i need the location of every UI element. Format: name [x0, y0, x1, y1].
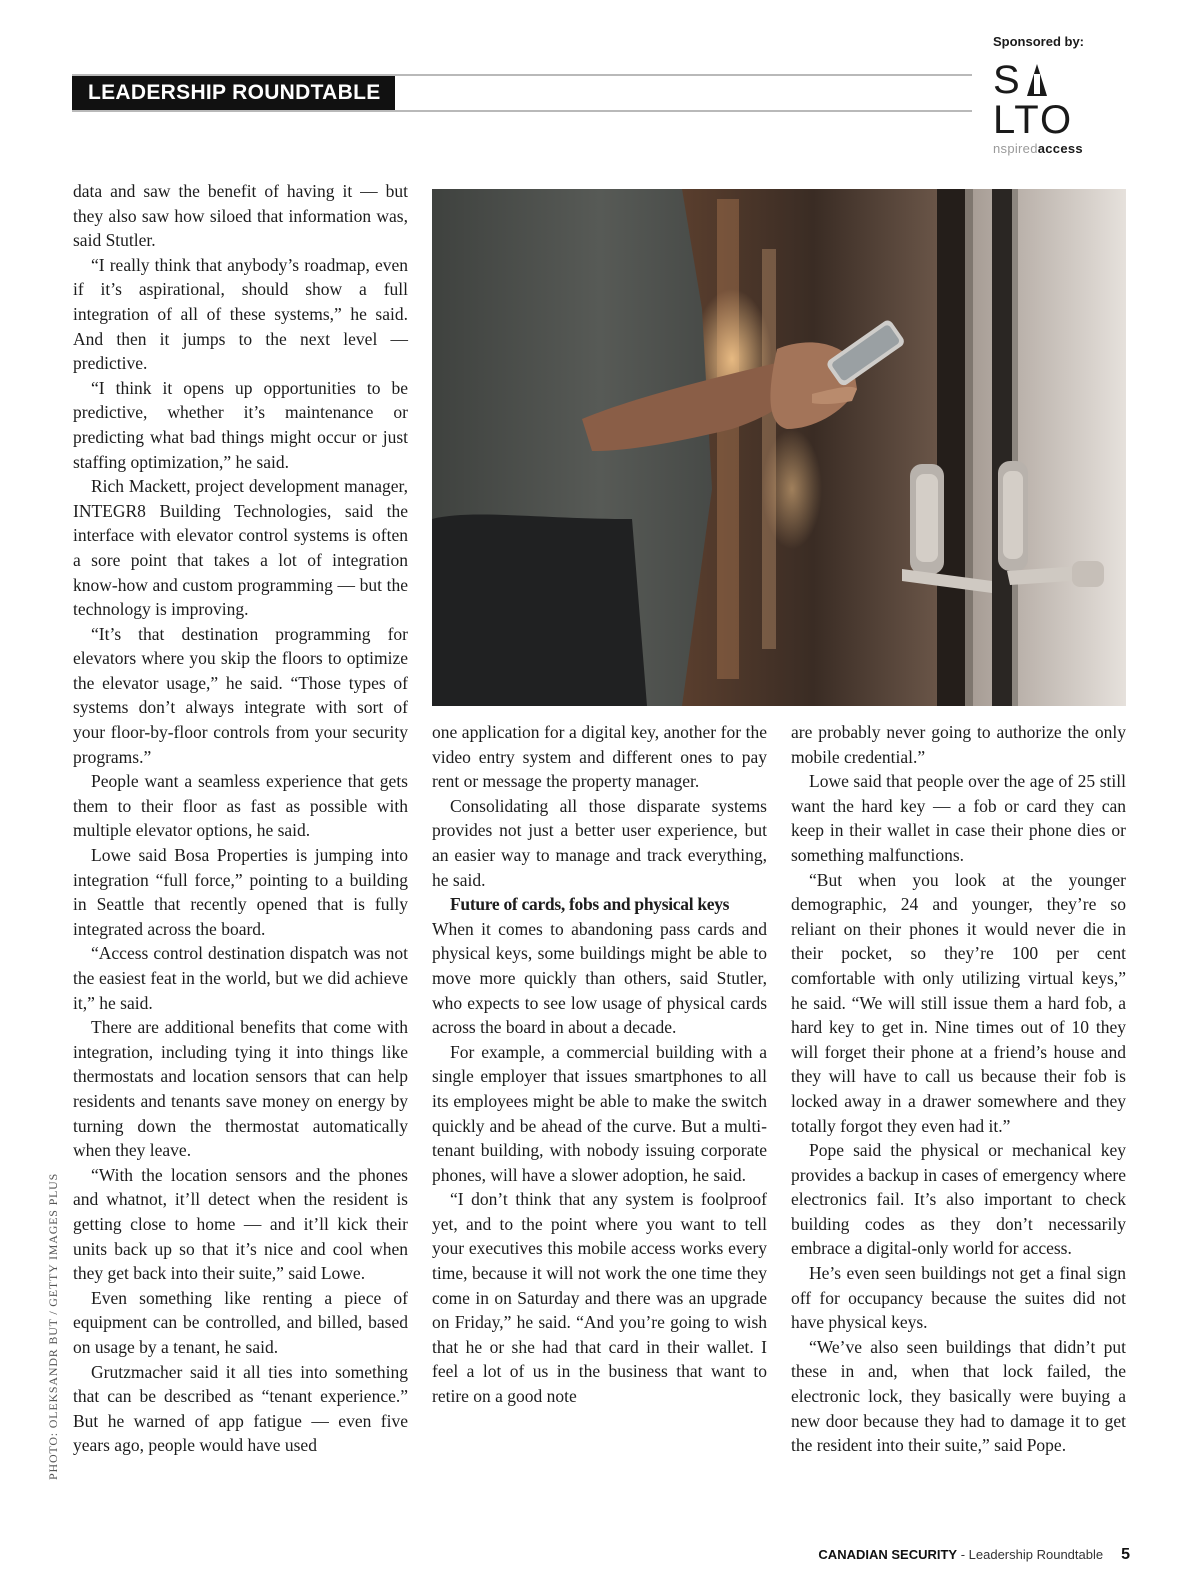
- paragraph: When it comes to abandoning pass cards and physical keys, some buildings might be able to move more quickly than others, said Stutler, who expects to see low usage of physical cards across the board in about a decade.: [432, 918, 767, 1038]
- salto-logo-tagline: nspiredaccess: [993, 141, 1083, 156]
- paragraph: Lowe said that people over the age of 25 still want the hard key — a fob or card they can keep in their wallet in case their phone dies or something malfunctions.: [791, 771, 1126, 865]
- footer-publication: CANADIAN SECURITY: [818, 1547, 958, 1562]
- paragraph: Pope said the physical or mechanical key provides a backup in cases of emergency where electronics fail. It’s also important to check building codes as they don’t necessarily embrace a digital-only world for access.: [791, 1140, 1126, 1259]
- paragraph: Lowe said Bosa Properties is jumping into integration “full force,” pointing to a building in Seattle that recently opened that is fully integrated across the board.: [73, 845, 408, 939]
- photo-hand-phone-smart-lock: [432, 189, 1126, 706]
- section-label: LEADERSHIP ROUNDTABLE: [72, 76, 395, 110]
- paragraph: He’s even seen buildings not get a final sign off for occupancy because the suites did not have physical keys.: [791, 1263, 1126, 1333]
- article-photo: [432, 189, 1126, 706]
- paragraph: Grutzmacher said it all ties into something that can be described as “tenant experience.” But he warned of app fatigue — even five years ago, people would have used: [73, 1361, 408, 1456]
- paragraph: There are additional benefits that come with integration, including tying it into things like thermostats and location sensors that can help residents and tenants save money on energy by turning down the thermostat automatically when they leave.: [73, 1017, 408, 1161]
- paragraph: “I don’t think that any system is foolproof yet, and to the point where you want to tell your executives this mobile access works every time, because it will not work the one time they come in on Saturday and there was an upgrade on Friday,” he said. “And you’re going to wish that he or she had that card in their wallet. I feel a lot of us in the business that want to retire on a good note: [432, 1189, 767, 1407]
- paragraph: People want a seamless experience that gets them to their floor as fast as possible with multiple elevator options, he said.: [73, 771, 408, 841]
- article-column-2: [432, 720, 767, 1409]
- paragraph: data and saw the benefit of having it — but they also saw how siloed that information was, said Stutler.: [73, 181, 408, 251]
- paragraph: “Access control destination dispatch was not the easiest feat in the world, but we did achieve it,” he said.: [73, 943, 408, 1013]
- paragraph: one application for a digital key, another for the video entry system and different ones to pay rent or message the property manager.: [432, 722, 767, 792]
- sponsor-label: Sponsored by:: [993, 34, 1085, 49]
- column-2-intro: [432, 720, 767, 892]
- article-column-1: [73, 179, 408, 1458]
- paragraph: Even something like renting a piece of equipment can be controlled, and billed, based on usage by a tenant, he said.: [73, 1287, 408, 1357]
- page-footer: [818, 1546, 1130, 1564]
- paragraph: For example, a commercial building with a single employer that issues smartphones to all its employees might be able to make the switch quickly and be ahead of the curve. But a multi-tenant building, with nobody issuing corporate phones, will have a slower adoption, he said.: [432, 1041, 767, 1185]
- column-2-body: [432, 917, 767, 1409]
- article-column-3: [791, 720, 1126, 1458]
- page-number: 5: [1121, 1546, 1130, 1563]
- paragraph: “I really think that anybody’s roadmap, even if it’s aspirational, should show a full integration of all of these systems,” he said. And then it jumps to the next level — predictive.: [73, 254, 408, 374]
- footer-section: Leadership Roundtable: [968, 1547, 1104, 1562]
- photo-credit: PHOTO: OLEKSANDR BUT / GETTY IMAGES PLUS: [46, 1172, 60, 1480]
- paragraph: “I think it opens up opportunities to be predictive, whether it’s maintenance or predicting what bad things might occur or just staffing optimization,” he said.: [73, 377, 408, 472]
- footer-separator: -: [957, 1547, 969, 1562]
- paragraph: Rich Mackett, project development manager, INTEGR8 Building Technologies, said the interface with elevator control systems is often a sore point that takes a lot of integration know-how and custom programming — but the technology is improving.: [73, 476, 408, 620]
- paragraph: “With the location sensors and the phones and whatnot, it’ll detect when the resident is getting close to home — and it’ll kick their units back up so that it’s nice and cool when they get back into their suite,” said Lowe.: [73, 1164, 408, 1284]
- salto-logo: [993, 60, 1118, 155]
- paragraph: are probably never going to authorize the only mobile credential.”: [791, 722, 1126, 767]
- subheading: Future of cards, fobs and physical keys: [450, 894, 730, 915]
- paragraph: “We’ve also seen buildings that didn’t put these in and, when that lock failed, the electronic lock, they basically were buying a new door because they had to damage it to get the resident into their suite,” said Pope.: [791, 1336, 1126, 1456]
- paragraph: Consolidating all those disparate systems provides not just a better user experience, but an easier way to manage and track everything, he said.: [432, 795, 767, 890]
- paragraph: “But when you look at the younger demographic, 24 and younger, they’re so reliant on their phones it would never die in their pocket, so they’re 100 per cent comfortable with only utilizing virtual keys,” he said. “We will still issue them a hard fob, a hard key to get in. Nine times out of 10 they will forget their phone at a friend’s house and they will have to call us because their fob is locked away in a drawer somewhere and they totally forgot they even had it.”: [791, 869, 1126, 1136]
- salto-logo-wordmark: S LTO: [993, 58, 1074, 142]
- paragraph: “It’s that destination programming for elevators where you skip the floors to optimize the elevator usage,” he said. “Those types of systems don’t always integrate with sort of your floor-by-floor controls from your security programs.”: [73, 623, 408, 767]
